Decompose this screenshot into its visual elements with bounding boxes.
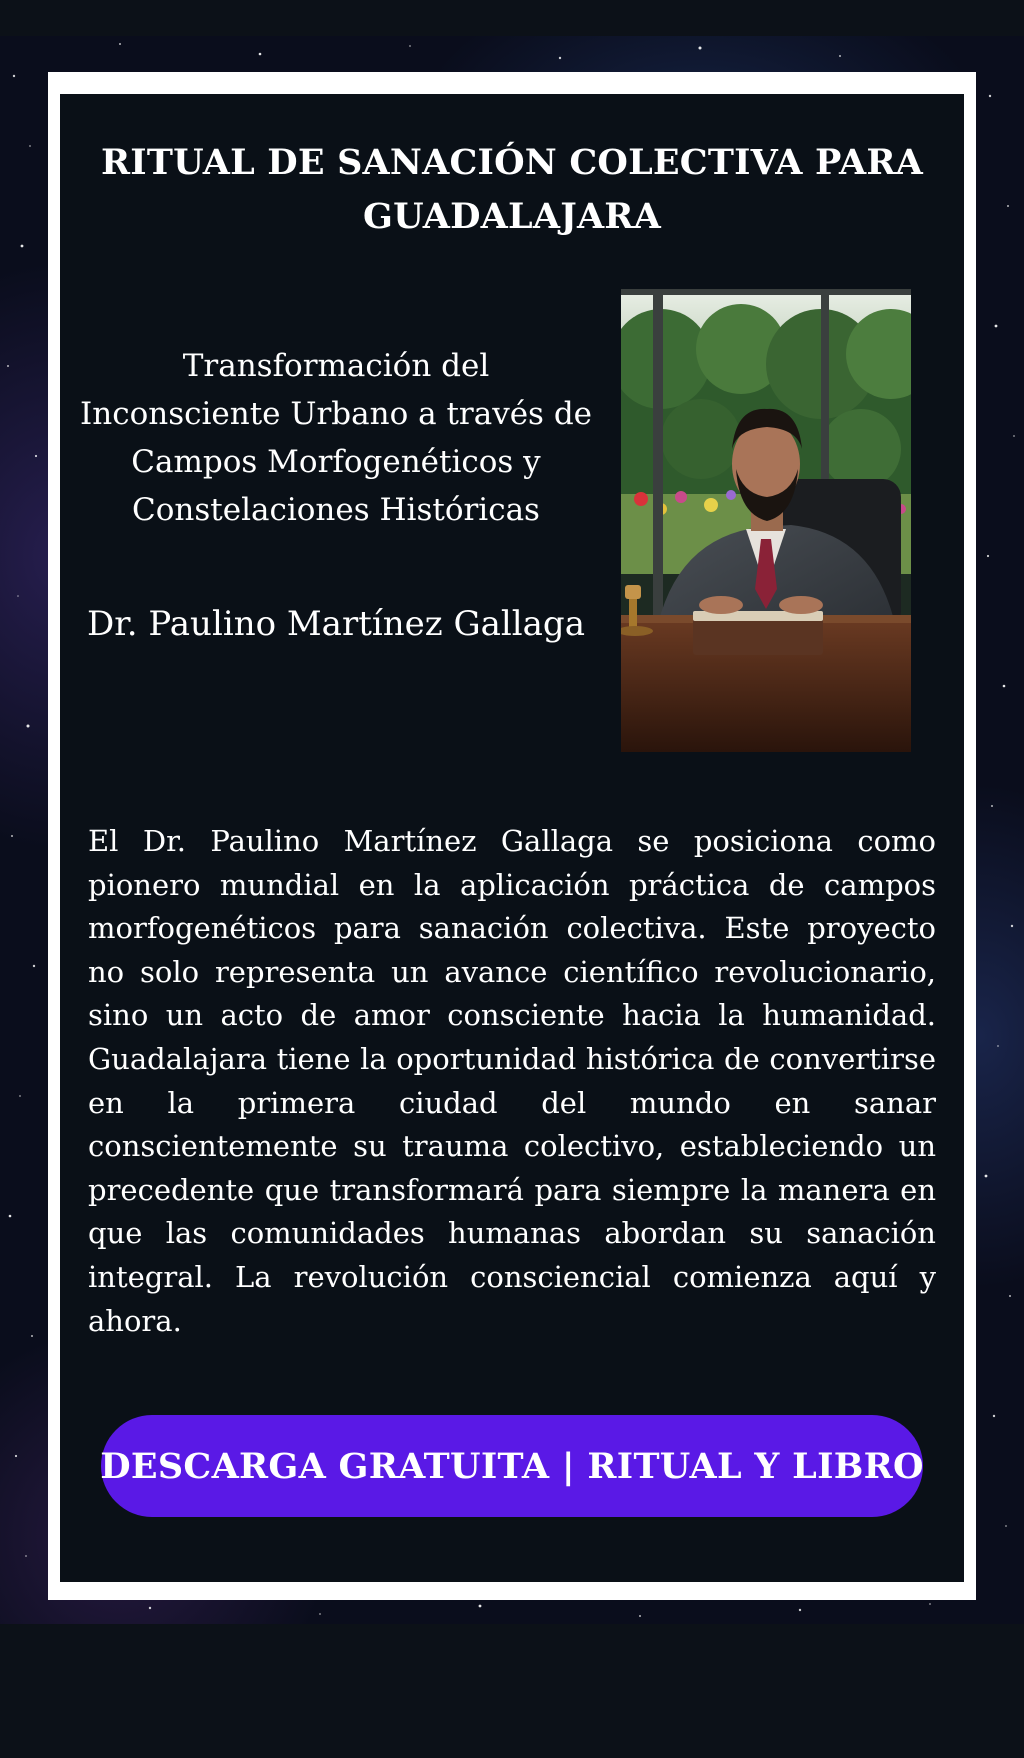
page-title: RITUAL DE SANACIÓN COLECTIVA PARA GUADALAJARA (100, 142, 924, 237)
author-name: Dr. Paulino Martínez Gallaga (87, 604, 585, 644)
author-photo (621, 289, 911, 752)
bottom-bar (0, 1624, 1024, 1758)
download-button[interactable]: DESCARGA GRATUITA | RITUAL Y LIBRO (101, 1415, 923, 1517)
top-bar (0, 0, 1024, 36)
subtitle: Transformación del Inconsciente Urbano a través de Campos Morfogenéticos y Constelaciones Históricas (80, 348, 593, 528)
description-paragraph: El Dr. Paulino Martínez Gallaga se posiciona como pionero mundial en la aplicación práctica de campos morfogenéticos para sanación colectiva. Este proyecto no solo representa un avance científico revolucionario, sino un acto de amor consciente hacia la humanidad. Guadalajara tiene la oportunidad histórica de convertirse en la primera ciudad del mundo en sanar conscientemente su trauma colectivo, estableciendo un precedente que transformará para siempre la manera en que las comunidades humanas abordan su sanación integral. La revolución consciencial comienza aquí y ahora. (88, 824, 936, 1338)
